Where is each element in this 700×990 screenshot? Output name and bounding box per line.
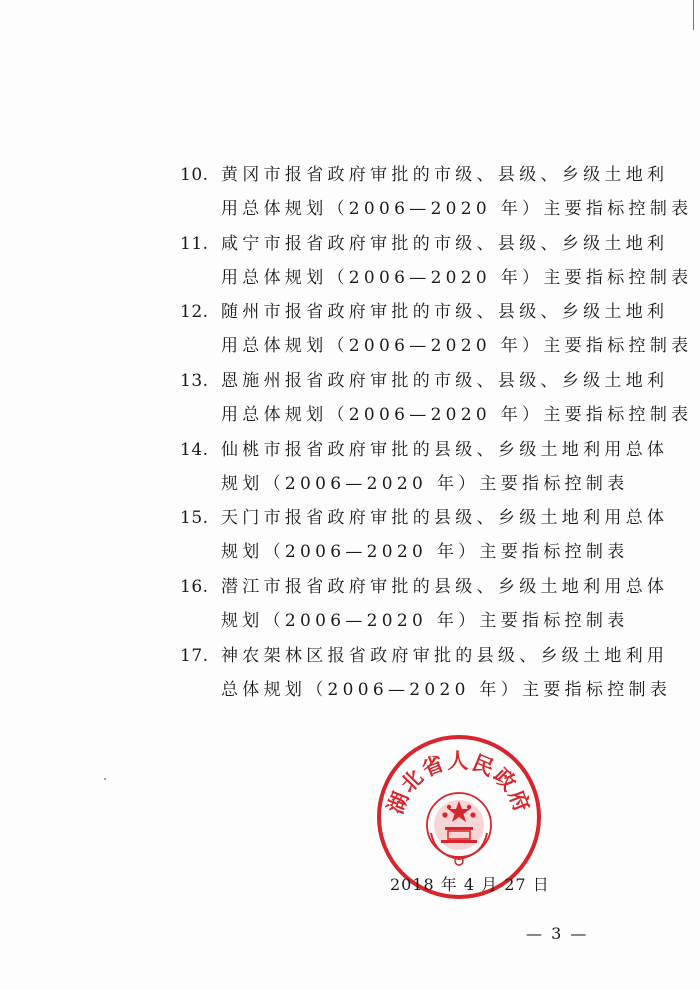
item-title-line-1: 天门市报省政府审批的县级、乡级土地利用总体: [221, 508, 669, 529]
item-title-line-2: 规划（2006—2020 年）主要指标控制表: [221, 542, 629, 563]
scan-edge-mark: [693, 0, 700, 30]
list-item: [180, 570, 669, 639]
list-item: [180, 364, 693, 433]
item-title-line-2: 规划（2006—2020 年）主要指标控制表: [221, 473, 629, 494]
item-number: 14.: [180, 439, 209, 460]
list-item: [180, 639, 672, 708]
item-title-line-1: 咸宁市报省政府审批的市级、县级、乡级土地利: [221, 233, 669, 254]
list-item: [180, 158, 693, 227]
list-item: [180, 295, 693, 364]
item-title-line-2: 规划（2006—2020 年）主要指标控制表: [221, 611, 629, 632]
scan-speck: [104, 778, 106, 780]
item-title-line-1: 神农架林区报省政府审批的县级、乡级土地利用: [221, 645, 669, 666]
item-number: 10.: [180, 165, 209, 185]
list-item: [180, 433, 669, 502]
item-title-line-1: 黄冈市报省政府审批的市级、县级、乡级土地利: [221, 165, 669, 185]
item-title-line-2: 用总体规划（2006—2020 年）主要指标控制表: [221, 199, 693, 219]
item-title-line-1: 仙桃市报省政府审批的县级、乡级土地利用总体: [221, 439, 669, 460]
issue-date: 2018 年 4 月 27 日: [390, 875, 550, 894]
item-number: 11.: [180, 233, 209, 254]
item-number: 15.: [180, 508, 209, 529]
list-item: [180, 501, 669, 570]
item-title-line-2: 用总体规划（2006—2020 年）主要指标控制表: [221, 336, 693, 357]
item-number: 12.: [180, 302, 209, 323]
page-number: — 3 —: [526, 924, 589, 943]
item-title-line-2: 总体规划（2006—2020 年）主要指标控制表: [221, 679, 672, 700]
item-title-line-1: 随州市报省政府审批的市级、县级、乡级土地利: [221, 302, 669, 323]
attachment-list: [180, 158, 693, 708]
item-title-line-1: 潜江市报省政府审批的县级、乡级土地利用总体: [221, 577, 669, 598]
item-number: 13.: [180, 371, 209, 392]
item-title-line-2: 用总体规划（2006—2020 年）主要指标控制表: [221, 267, 693, 288]
national-emblem-icon: [427, 793, 491, 865]
item-number: 17.: [180, 645, 209, 666]
item-title-line-1: 恩施州报省政府审批的市级、县级、乡级土地利: [221, 371, 669, 392]
list-item: [180, 227, 693, 296]
item-title-line-2: 用总体规划（2006—2020 年）主要指标控制表: [221, 405, 693, 426]
item-number: 16.: [180, 577, 209, 598]
seal-text: 湖北省人民政府: [383, 748, 535, 818]
